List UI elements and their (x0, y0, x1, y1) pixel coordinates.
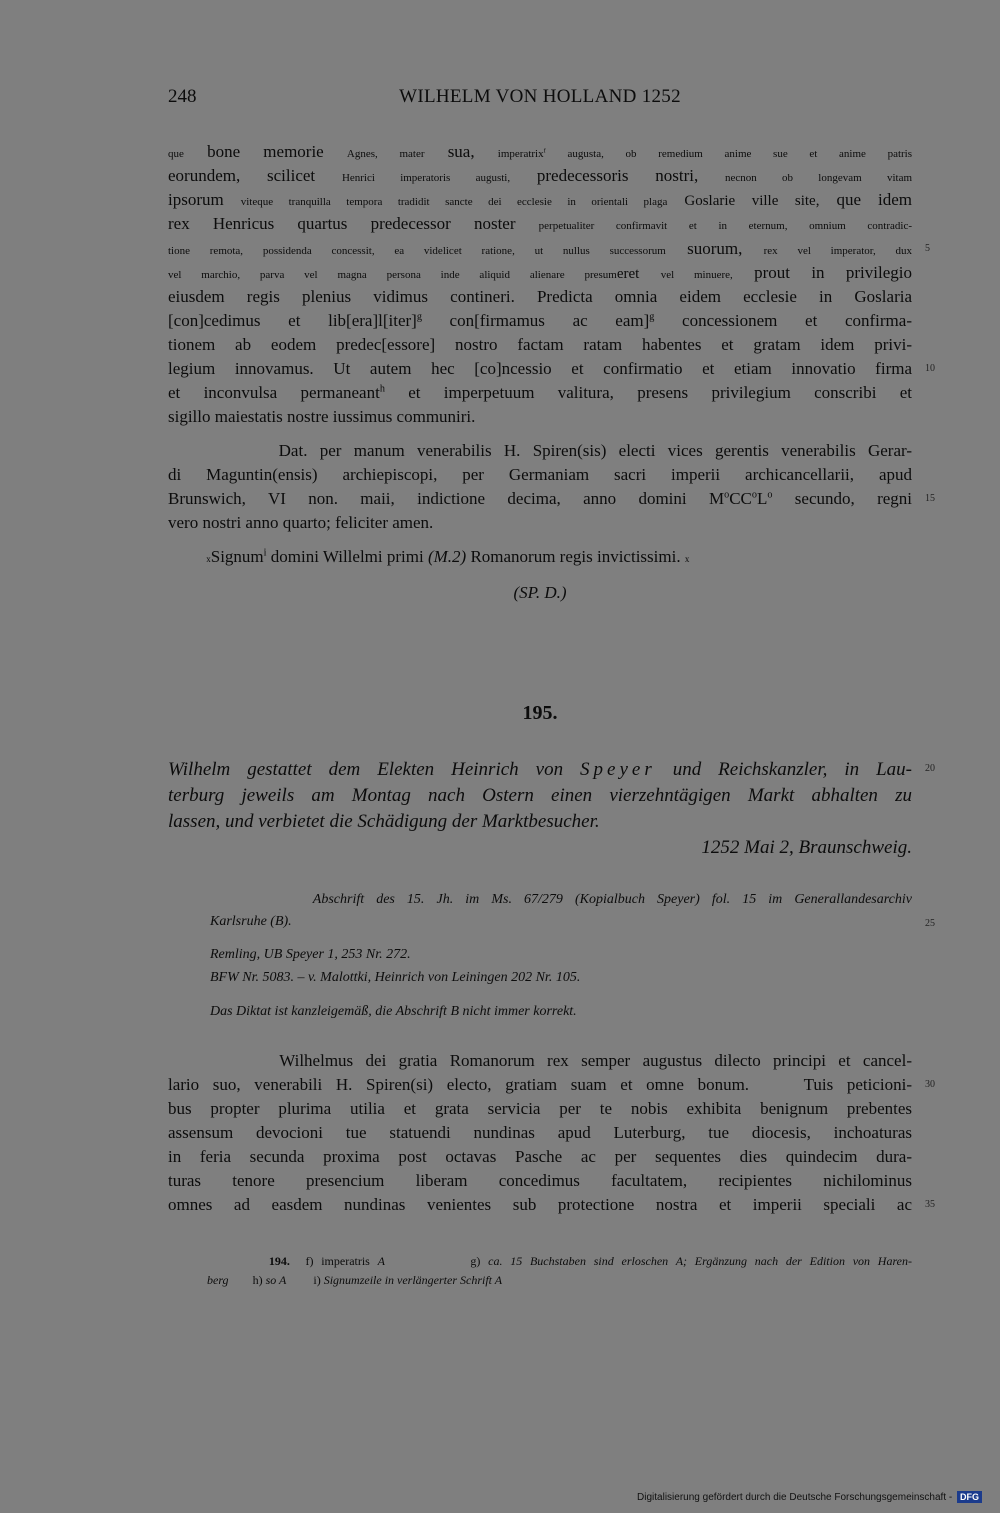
text-line: turas tenore presencium liberam concedimus facultatem, recipientes nichilominus (168, 1171, 912, 1190)
dfg-logo: DFG (957, 1491, 982, 1503)
text-line: terburg jeweils am Montag nach Ostern einen vierzehntägigen Markt abhalten zu (168, 785, 912, 806)
text-line: lario suo, venerabili H. Spiren(si) electo, gratiam suam et omne bonum. Tuis peticioni- (168, 1075, 912, 1094)
text-line: rex Henricus quartus predecessor noster perpetualiter confirmavit et in eternum, omnium contradic- (168, 214, 913, 233)
line-number: 30 (925, 1079, 935, 1090)
document-number: 195. (522, 702, 558, 724)
text-line: Wilhelm gestattet dem Elekten Heinrich von Speyer und Reichskanzler, in Lau- (168, 759, 912, 780)
line-number: 5 (925, 243, 930, 254)
text-line: [con]cedimus et lib[era]l[iter]$^g$ con[firmamus ac eam]$^g$ concessionem et confirma- (168, 311, 912, 330)
text-line: BFW Nr. 5083. – v. Malottki, Heinrich von Leiningen 202 Nr. 105. (168, 970, 581, 985)
text-line: xSignum$^i$ domini Willelmi primi (M.2) Romanorum regis invictissimi. x (206, 547, 690, 566)
text-line: Brunswich, VI non. maii, indictione decima, anno domini $M^oCC^oL^o$ secundo, regni (168, 489, 913, 508)
line-number: 10 (925, 363, 935, 374)
text-line: 194. f) imperatris A g) ca. 15 Buchstaben sind erloschen A; Ergänzung nach der Edition von Haren- (268, 1254, 913, 1268)
funding-footer (637, 1491, 982, 1503)
text-line: tione remota, possidenda concessit, ea videlicet ratione, ut nullus successorum suorum, rex vel imperator, dux (168, 239, 913, 258)
text-line: 1252 Mai 2, Braunschweig. (701, 837, 912, 858)
text-line: in feria secunda proxima post octavas Pasche ac per sequentes dies quindecim dura- (168, 1147, 912, 1166)
text-line: sigillo maiestatis nostre iussimus communiri. (168, 407, 476, 426)
line-number: 20 (925, 763, 935, 774)
text-line: legium innovamus. Ut autem hec [co]ncessio et confirmatio et etiam innovatio firma (168, 359, 912, 378)
text-line: eiusdem regis plenius vidimus contineri. Predicta omnia eidem ecclesie in Goslaria (168, 287, 912, 306)
page-number: 248 (168, 86, 197, 107)
text-line: Dat. per manum venerabilis H. Spiren(sis) electi vices gerentis venerabilis Gerar- (168, 441, 912, 460)
text-line: Karlsruhe (B). (168, 914, 292, 929)
text-line: tionem ab eodem predec[essore] nostro factam ratam habentes et gratam idem privi- (168, 335, 912, 354)
text-line: lassen, und verbietet die Schädigung der Marktbesucher. (168, 811, 600, 832)
text-line: ipsorum viteque tranquilla tempora tradidit sancte dei ecclesie in orientali plaga Goslarie ville site, que idem (168, 190, 913, 209)
text-line: Das Diktat ist kanzleigemäß, die Abschrift B nicht immer korrekt. (168, 1004, 577, 1019)
text-line: Wilhelmus dei gratia Romanorum rex semper augustus dilecto principi et cancel- (168, 1051, 912, 1070)
text-line: Abschrift des 15. Jh. im Ms. 67/279 (Kopialbuch Speyer) fol. 15 im Generallandesarchiv (168, 892, 912, 907)
page-header (168, 86, 912, 116)
text-line: et inconvulsa permaneant$^h$ et imperpetuum valitura, presens privilegium conscribi et (168, 383, 912, 402)
text-line: que bone memorie Agnes, mater sua, imperatrix$^f$ augusta, ob remedium anime sue et anime patris (168, 142, 913, 161)
footer-text: Digitalisierung gefördert durch die Deutsche Forschungsgemeinschaft - (637, 1492, 953, 1503)
text-line: Remling, UB Speyer 1, 253 Nr. 272. (168, 947, 411, 962)
line-number: 15 (925, 493, 935, 504)
text-line: omnes ad easdem nundinas venientes sub protectione nostra et imperii speciali ac (168, 1195, 912, 1214)
line-number: 35 (925, 1199, 935, 1210)
text-line: assensum devocioni tue statuendi nundinas apud Luterburg, tue diocesis, inchoaturas (168, 1123, 912, 1142)
text-line: bus propter plurima utilia et grata servicia per te nobis exhibita benignum prebentes (168, 1099, 912, 1118)
text-line: eorundem, scilicet Henrici imperatoris augusti, predecessoris nostri, necnon ob longevam vitam (168, 166, 913, 185)
text-line: (SP. D.) (513, 583, 567, 602)
line-number: 25 (925, 918, 935, 929)
text-line: vero nostri anno quarto; feliciter amen. (168, 513, 434, 532)
text-line: berg h) so A i) Signumzeile in verlängerter Schrift A (207, 1273, 503, 1287)
running-title: WILHELM VON HOLLAND 1252 (399, 86, 681, 107)
text-line: vel marchio, parva vel magna persona inde aliquid alienare presumeret vel minuere, prout in privilegio (168, 263, 912, 282)
text-line: di Maguntin(ensis) archiepiscopi, per Germaniam sacri imperii archicancellarii, apud (168, 465, 912, 484)
